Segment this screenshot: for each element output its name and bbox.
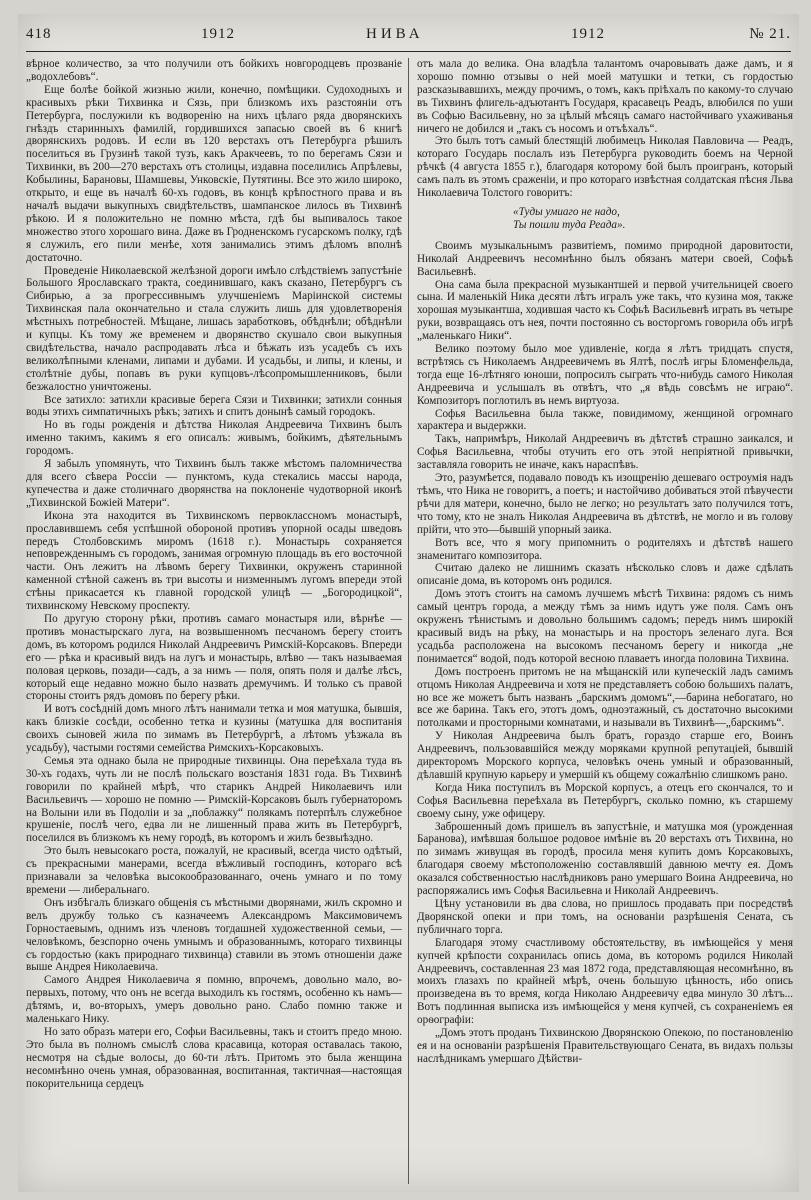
paragraph: Это былъ тотъ самый блестящій любимецъ Николая Павловича — Реадъ, котораго Государь послалъ изъ Петербурга руководить боемъ на Черной рѣчкѣ (4 августа 1855 г.), благодаря которому бой былъ проигранъ, который самъ палъ въ этомъ сраженіи, и про котораго извѣстная солдатская пѣсня Льва Николаевича Толстого говоритъ: — [417, 135, 793, 200]
paragraph: вѣрное количество, за что получили отъ бойкихъ новгородцевъ прозваніе „водохлебовъ“. — [26, 58, 402, 83]
paragraph: Цѣну установили въ два слова, но пришлось продавать при посредствѣ Дворянской опеки и при томъ, на основаніи разрѣшенія Сената, съ публичнаго торга. — [417, 898, 793, 936]
magazine-page — [18, 14, 799, 1192]
column-divider — [408, 58, 409, 1184]
paragraph: Своимъ музыкальнымъ развитіемъ, помимо природной даровитости, Николай Андреевичъ несомнѣнно былъ обязанъ матери своей, Софьѣ Васильевнѣ. — [417, 239, 793, 278]
paragraph: Все затихло: затихли красивые берега Сязи и Тихвинки; затихли сонныя воды этихъ симпатичныхъ рѣкъ; затихъ и спитъ донынѣ самый городокъ. — [26, 393, 402, 419]
left-column — [26, 58, 402, 1184]
paragraph: Самого Андрея Николаевича я помню, впрочемъ, довольно мало, во-первыхъ, потому, что онъ не всегда выходилъ къ гостямъ, особенно къ намъ—дѣтямъ, и, во-вторыхъ, умеръ довольно рано. Слабо помню также и маленькаго Нику. — [26, 974, 402, 1026]
magazine-title: НИВА — [366, 26, 424, 42]
header-rule — [26, 51, 791, 52]
paragraph: Считаю далеко не лишнимъ сказать нѣсколько словъ и даже сдѣлать описаніе дома, въ которомъ онъ родился. — [417, 562, 793, 588]
paragraph: Велико поэтому было мое удивленіе, когда я лѣтъ тридцать спустя, встрѣтясь съ Николаемъ Андреевичемъ въ Ялтѣ, послѣ игры Бломенфельда, тогда еще 16-лѣтняго юноши, попросилъ сыграть что-нибудь самого Николая Андреевича и услышалъ въ отвѣтъ, что „я вѣдь совсѣмъ не играю“. Композиторъ поглотилъ въ немъ виртуоза. — [417, 343, 793, 407]
paragraph: Домъ построенъ притомъ не на мѣщанскій или купеческій ладъ самимъ отцомъ Николая Андреевича и хотя не представляетъ собою большихъ палатъ, но все же можетъ быть названъ „барскимъ домомъ“,—барина небогатаго, но все же барина. Такъ его, этотъ домъ, одноэтажный, съ достаточно высокими потолками и просторными комнатами, и называли въ Тихвинѣ—„барскимъ“. — [417, 665, 793, 730]
song-quote — [513, 206, 793, 232]
page-header — [26, 26, 791, 48]
paragraph: Такъ, напримѣръ, Николай Андреевичъ въ дѣтствѣ страшно заикался, и Софья Васильевна, чтобы отучить его отъ этой непріятной привычки, заставляла говорить не иначе, какъ нараспѣвъ. — [417, 433, 793, 472]
paragraph: Я забылъ упомянуть, что Тихвинъ былъ также мѣстомъ паломничества для всего сѣвера Россіи — пунктомъ, куда стекались массы народа, купечества и даже столичнаго дворянства на поклоненіе чудотворной иконѣ „Тихвинской Божіей Матери“. — [26, 458, 402, 509]
paragraph: Это, разумѣется, подавало поводъ къ изощренію дешеваго остроумія надъ тѣмъ, что Ника не говоритъ, а поетъ; и настойчиво добиваться этой пѣвучести рѣчи для матери, конечно, было не легко; но результатъ зато получился тотъ, что тому, кто не зналъ Николая Андреевича въ дѣтствѣ, не могло и въ голову прійти, что это—бывшій упорный заика. — [417, 472, 793, 536]
year-left: 1912 — [201, 26, 235, 42]
paragraph: Софья Васильевна была также, повидимому, женщиной огромнаго характера и выдержки. — [417, 407, 793, 433]
paragraph: По другую сторону рѣки, противъ самаго монастыря или, вѣрнѣе — противъ монастырскаго луга, на возвышенномъ песчаномъ берегу стоитъ домъ, въ которомъ родился Николай Андреевичъ Римскій-Корсаковъ. Впереди его — рѣка и красивый видъ на лугъ и монастырь, влѣво — такъ называемая половая церковь, позади—садъ, а за нимъ — поля, опять поля и далѣе лѣсъ, который еще недавно можно было назвать дремучимъ. И только съ правой стороны стоитъ рядъ домовъ по берегу рѣки. — [26, 612, 402, 703]
page-number: 418 — [26, 26, 52, 42]
paragraph: И вотъ сосѣдній домъ много лѣтъ нанимали тетка и моя матушка, бывшія, какъ близкіе сосѣди, особенно тетка и кузины (матушка для воспитанія своихъ сыновей жила по зимамъ въ Петербургѣ, а лѣтомъ уѣзжала въ усадьбу), частыми гостями семейства Римскихъ-Корсаковыхъ. — [26, 703, 402, 755]
paragraph: Семья эта однако была не природные тихвинцы. Она переѣхала туда въ 30-хъ годахъ, чуть ли не послѣ польскаго возстанія 1831 года. Въ Тихвинѣ говорили по крайней мѣрѣ, что старикъ Андрей Николаевичъ или Васильевичъ — хорошо не помню — Римскій-Корсаковъ былъ губернаторомъ на Волыни или въ Подоліи и за „поблажку“ полякамъ потерпѣлъ служебное крушеніе, послѣ чего, едва ли не лишенный права жить въ Петербургѣ, поселился въ близкомъ къ нему городѣ, въ которомъ и жилъ безвыѣздно. — [26, 754, 402, 845]
quote-line: «Туды умиаго не надо, — [513, 205, 620, 218]
paragraph: Вотъ все, что я могу припомнить о родителяхъ и дѣтствѣ нашего знаменитаго композитора. — [417, 536, 793, 562]
paragraph: Еще болѣе бойкой жизнью жили, конечно, помѣщики. Судоходныхъ и красивыхъ рѣки Тихвинка и Сязь, при близкомъ ихъ разстояніи отъ Петербурга, послужили къ водворенію на нихъ цѣлаго ряда дворянскихъ гнѣздъ старинныхъ фамилій, гордившихся запасью своей въ 6 книгѣ дворянскихъ родовъ. И если въ 120 верстахъ отъ Петербурга рѣшилъ поселиться въ Грузинѣ такой тузъ, какъ Аракчеевъ, то по берегамъ Сязи и Тихвинки, въ 200—270 верстахъ отъ столицы, издавна поселились Апрѣлевы, Кобылины, Барановы, Шамшевы, Унковскіе, Путятины. Все это жило широко, открыто, и еще въ началѣ 60-хъ годовъ, въ концѣ крѣпостного права и въ началѣ выдачи выкупныхъ свидѣтельствъ, шампанское лилось въ Тихвинѣ рѣкою. И я положительно не помню мѣста, гдѣ бы выпивалось такое множество этого хорошаго вина. Даже въ Гродненскомъ гусарскомъ полку, гдѣ я служилъ, его пили менѣе, хотя занимались этимъ дѣломъ вполнѣ достаточно. — [26, 83, 402, 264]
quote-line: Ты пошли туда Реада». — [513, 218, 626, 231]
paragraph: Но въ годы рожденія и дѣтства Николая Андреевича Тихвинъ былъ именно такимъ, какимъ я его описалъ: живымъ, бойкимъ, дѣятельнымъ городомъ. — [26, 419, 402, 458]
paragraph: отъ мала до велика. Она владѣла талантомъ очаровывать даже дамъ, и я хорошо помню отзывы о ней моей матушки и тетки, съ гордостью разсказывавшихъ, между прочимъ, о томъ, какъ пріѣхалъ по какому-то случаю въ Тихвинъ флигель-адъютантъ Государя, красавецъ Реадъ, влюбился по уши въ Софью Васильевну, но за цѣлый мѣсяцъ самаго настойчиваго ухаживанья ничего не добился и „такъ съ носомъ и отъѣхалъ“. — [417, 58, 793, 135]
right-column — [417, 58, 793, 1184]
paragraph: Когда Ника поступилъ въ Морской корпусъ, а отецъ его скончался, то и Софья Васильевна переѣхала въ Петербургъ, сколько помню, къ старшему своему сыну, уже офицеру. — [417, 781, 793, 820]
paragraph: Благодаря этому счастливому обстоятельству, въ имѣющейся у меня купчей крѣпости сохранилась опись дома, въ которомъ родился Николай Андреевичъ, составленная 23 мая 1872 года, представляющая несомнѣнно, въ моихъ глазахъ по крайней мѣрѣ, очень большую цѣнность, ибо опись произведена въ то время, когда Николаю Андреевичу едва минуло 30 лѣтъ... Вотъ подлинная выписка изъ имѣющейся у меня купчей, съ сохраненіемъ ея орѳографіи: — [417, 936, 793, 1027]
paragraph: Онъ избѣгалъ близкаго общенія съ мѣстными дворянами, жилъ скромно и велъ дружбу только съ казначеемъ Александромъ Максимовичемъ Горностаевымъ, однимъ изъ членовъ тогдашней художественной семьи, — человѣкомъ, безспорно очень умнымъ и образованнымъ, котораго тихвинцы съ гордостью (какъ природнаго тихвинца) ставили въ этомъ отношеніи даже выше Андрея Николаевича. — [26, 896, 402, 974]
paragraph: Она сама была прекрасной музыкантшей и первой учительницей своего сына. И маленькій Ника десяти лѣтъ игралъ уже такъ, что кузина моя, также хорошая музыкантша, ходившая часто къ Софьѣ Васильевнѣ играть въ четыре руки, возвращаясь отъ нея, почти постоянно съ восторгомъ говорила объ игрѣ „маленькаго Ники“. — [417, 278, 793, 343]
paragraph: Это былъ невысокаго роста, пожалуй, не красивый, всегда чисто одѣтый, съ прекрасными манерами, всегда вѣжливый господинъ, котораго всѣ признавали за человѣка высокообразованнаго, очень умнаго и по тому времени — либеральнаго. — [26, 845, 402, 896]
paragraph: Но зато образъ матери его, Софьи Васильевны, такъ и стоитъ предо мною. Это была въ полномъ смыслѣ слова красавица, которая оставалась такою, несмотря на сѣдые волосы, до 60-ти лѣтъ. Притомъ это была женщина несомнѣнно очень умная, образованная, воспитанная, тактичная—настоящая покорительница сердецъ — [26, 1025, 402, 1090]
paragraph: У Николая Андреевича былъ братъ, гораздо старше его, Воинъ Андреевичъ, пользовавшійся между моряками крупной репутаціей, бывшій директоромъ Морского корпуса, человѣкъ очень умный и образованный, дѣлавшій крупную карьеру и умершій къ общему сожалѣнію слишкомъ рано. — [417, 730, 793, 781]
paragraph: „Домъ этотъ проданъ Тихвинскою Дворянскою Опекою, по постановленію ея и на основаніи разрѣшенія Правительствующаго Сената, въ видахъ пользы наслѣдникамъ умершаго Дѣйстви- — [417, 1027, 793, 1065]
paragraph: Заброшенный домъ пришелъ въ запустѣніе, и матушка моя (урожденная Баранова), имѣвшая большое родовое имѣніе въ 20 верстахъ отъ Тихвина, но по зимамъ живущая въ городѣ, просила меня купить домъ Корсаковыхъ, благодаря своему мѣстоположенію составлявшій давнюю мечту ея. Домъ оказался собственностью наслѣдниковъ рано умершаго Воина Андреевича, но распоряжались имъ Софья Васильевна и Николай Андреевичъ. — [417, 820, 793, 898]
paragraph: Икона эта находится въ Тихвинскомъ первоклассномъ монастырѣ, прославившемъ себя успѣшной обороной противъ упорной осады шведовъ передъ Столбовскимъ миромъ (1618 г.). Монастырь сохраняется неповрежденнымъ съ городомъ, занимая огромную площадь въ его восточной части. Онъ лежитъ на лѣвомъ берегу Тихвинки, окруженъ старинной каменной стѣной саженъ въ три высоты и низменнымъ лугомъ впереди этой стѣны прикасается къ главной городской улицѣ — „Богородицкой“, тихвинскому Невскому проспекту. — [26, 509, 402, 613]
paragraph: Домъ этотъ стоитъ на самомъ лучшемъ мѣстѣ Тихвина: рядомъ съ нимъ самый центръ города, а между тѣмъ за нимъ идутъ уже поля. Самъ онъ окруженъ тѣнистымъ и довольно большимъ садомъ; передъ нимъ широкій красивый видъ на рѣку, на монастырь и на просторъ зеленаго луга. Вся усадьба расположена на высокомъ песчаномъ берегу и никогда „не понимается“ водой, подъ которой весною плаваетъ иногда половина Тихвина. — [417, 588, 793, 665]
issue-number: № 21. — [749, 26, 791, 42]
paragraph: Проведеніе Николаевской желѣзной дороги имѣло слѣдствіемъ запустѣніе Большого Ярославскаго тракта, соединившаго, какъ сказано, Петербургъ съ Сибирью, а за прогрессивнымъ улучшеніемъ Маріинской системы Тихвинская пала окончательно и стала служить лишь для удовлетворенія мѣстныхъ потребностей. Мѣщане, лишась заработковъ, обѣднѣли; обѣднѣли и купцы. Къ тому же временем и дворянство скушало свои выкупныя свидѣтельства, начало распродавать лѣса и бѣжать изъ усадебъ съ ихъ великолѣпными кленами, липами и дубами. И усадьбы, и липы, и клены, и столѣтніе дубы, попавъ въ руки купцовъ-лѣсопромышленниковъ, были безжалостно уничтожены. — [26, 264, 402, 393]
year-right: 1912 — [571, 26, 605, 42]
